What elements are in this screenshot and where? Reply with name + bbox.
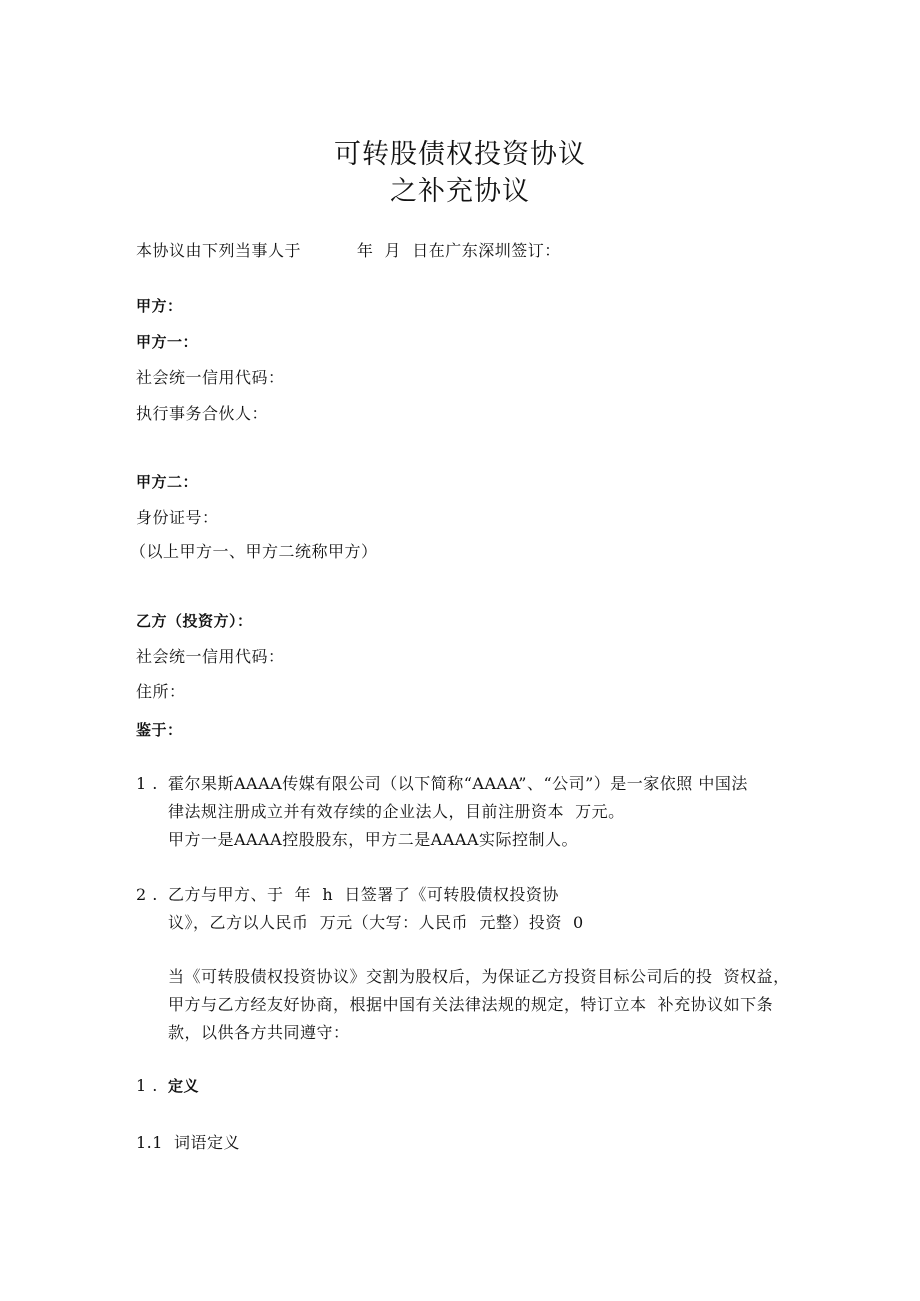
party-b-credit-code-label: 社会统一信用代码： <box>136 647 285 666</box>
party-a-collective-note: （以上甲方一、甲方二统称甲方） <box>130 542 378 561</box>
section-1-number: 1 . <box>136 1076 158 1095</box>
section-1-heading: 定义 <box>168 1077 200 1095</box>
party-a2-id-number-label: 身份证号： <box>136 508 219 527</box>
whereas-item-2-number: 2 . <box>136 885 158 904</box>
intro-signing-statement: 本协议由下列当事人于 年 月 日在广东深圳签订： <box>136 241 561 260</box>
whereas-item-1-line-1: 霍尔果斯AAAA传媒有限公司（以下简称“AAAA”、“公司”）是一家依照 中国法 <box>168 774 748 793</box>
purpose-paragraph-line-3: 款，以供各方共同遵守： <box>168 1023 350 1042</box>
purpose-paragraph-line-1: 当《可转股债权投资协议》交割为股权后，为保证乙方投资目标公司后的投 资权益， <box>168 967 790 986</box>
purpose-paragraph-line-2: 甲方与乙方经友好协商，根据中国有关法律法规的规定，特订立本 补充协议如下条 <box>168 995 774 1014</box>
whereas-item-1-number: 1 . <box>136 774 158 793</box>
party-a1-partner-label: 执行事务合伙人： <box>136 404 269 423</box>
whereas-item-1-line-2: 律法规注册成立并有效存续的企业法人，目前注册资本 万元。 <box>168 802 625 821</box>
party-a1-heading: 甲方一： <box>136 333 199 351</box>
whereas-item-2-line-1: 乙方与甲方、于 年 h 日签署了《可转股债权投资协 <box>168 885 559 904</box>
document-title-line-1: 可转股债权投资协议 <box>334 139 586 170</box>
party-a-heading: 甲方： <box>136 297 183 315</box>
whereas-item-1-line-3: 甲方一是AAAA控股股东，甲方二是AAAA实际控制人。 <box>168 830 578 849</box>
whereas-item-2-line-2: 议》，乙方以人民币 万元（大写：人民币 元整）投资 0 <box>168 913 584 932</box>
whereas-heading: 鉴于： <box>136 721 183 739</box>
section-1-1-heading: 词语定义 <box>174 1133 241 1152</box>
party-a1-credit-code-label: 社会统一信用代码： <box>136 368 285 387</box>
party-b-address-label: 住所： <box>136 682 186 701</box>
section-1-1-number: 1.1 <box>136 1133 163 1152</box>
document-title-line-2: 之补充协议 <box>390 176 530 207</box>
party-a2-heading: 甲方二： <box>136 473 199 491</box>
party-b-heading: 乙方（投资方）： <box>136 612 253 630</box>
